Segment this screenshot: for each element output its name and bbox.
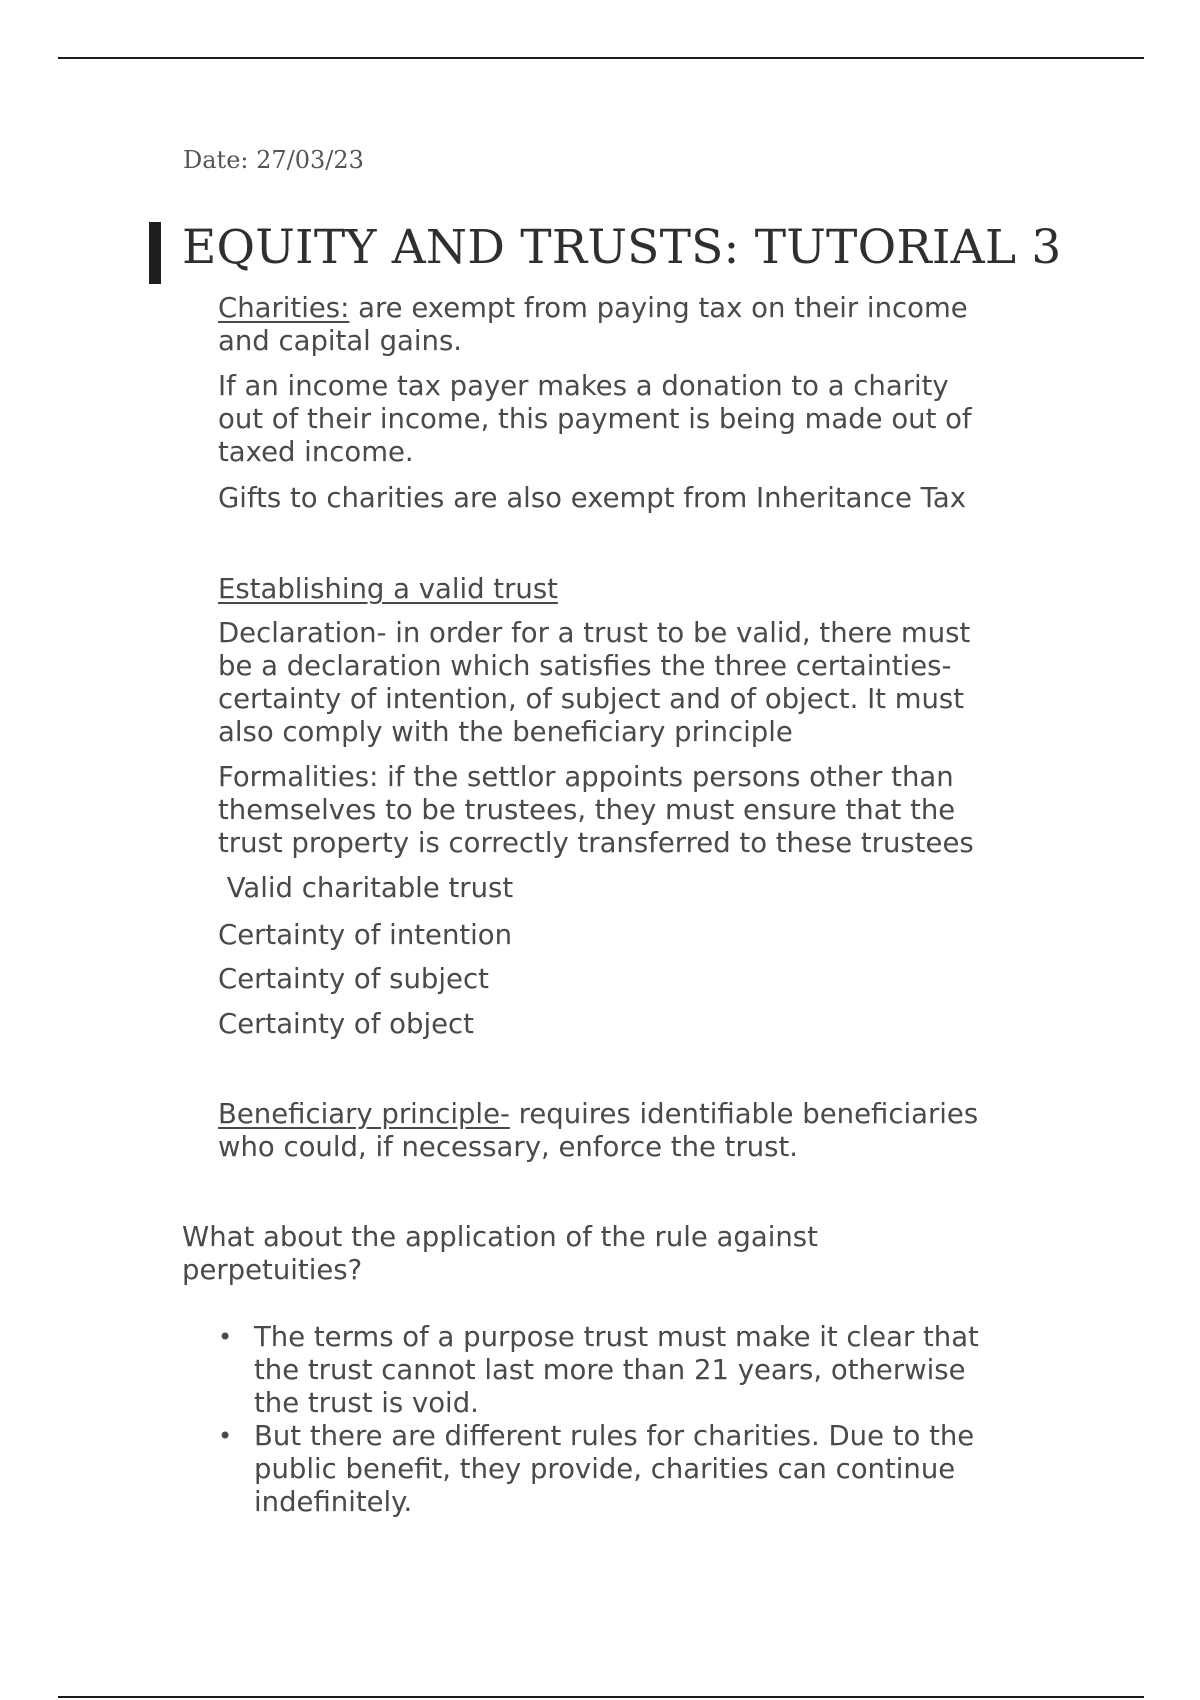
charities-paragraph: [218, 292, 1018, 358]
declaration-line2: be a declaration which satisfies the three certainties-: [218, 650, 952, 682]
beneficiary-paragraph: [218, 1098, 1018, 1164]
income-tax-paragraph: [218, 370, 1018, 469]
bullet-icon: •: [218, 1422, 233, 1450]
certainty-intention: Certainty of intention: [218, 919, 513, 951]
perpetuities-bullet-list: [218, 1321, 979, 1519]
heading-marker-bar: [149, 222, 161, 284]
valid-charitable-trust-block: [218, 872, 1018, 905]
certainty-subject: Certainty of subject: [218, 963, 489, 995]
income-tax-line1: If an income tax payer makes a donation to a charity: [218, 370, 949, 402]
bullet-1-line1: The terms of a purpose trust must make it clear that: [254, 1321, 979, 1353]
bullet-2-line1: But there are different rules for charities. Due to the: [254, 1420, 975, 1452]
perpetuities-question: [182, 1221, 818, 1287]
question-line2: perpetuities?: [182, 1254, 363, 1286]
declaration-line3: certainty of intention, of subject and of object. It must: [218, 683, 965, 715]
formalities-line2: themselves to be trustees, they must ensure that the: [218, 794, 956, 826]
page-title: EQUITY AND TRUSTS: TUTORIAL 3: [182, 220, 1062, 275]
charities-text-line2: and capital gains.: [218, 325, 463, 357]
establishing-heading: Establishing a valid trust: [218, 573, 558, 605]
question-line1: What about the application of the rule against: [182, 1221, 818, 1253]
formalities-paragraph: [218, 761, 1018, 860]
bullet-1-line2: the trust cannot last more than 21 years, otherwise: [254, 1354, 966, 1386]
formalities-line1: Formalities: if the settlor appoints persons other than: [218, 761, 954, 793]
gifts-paragraph: [218, 482, 1018, 515]
charities-label: Charities:: [218, 292, 350, 324]
bullet-icon: •: [218, 1323, 233, 1351]
beneficiary-text-line2: who could, if necessary, enforce the trust.: [218, 1131, 799, 1163]
beneficiary-label: Beneficiary principle-: [218, 1098, 510, 1130]
income-tax-line2: out of their income, this payment is being made out of: [218, 403, 972, 435]
bullet-2-line3: indefinitely.: [254, 1486, 413, 1518]
beneficiary-text: requires identifiable beneficiaries: [509, 1098, 979, 1130]
income-tax-line3: taxed income.: [218, 436, 414, 468]
certainty-subject-block: [218, 963, 1018, 996]
certainty-object-block: [218, 1008, 1018, 1041]
valid-charitable-trust: Valid charitable trust: [218, 872, 514, 904]
bullet-1-line3: the trust is void.: [254, 1387, 479, 1419]
document-date: Date: 27/03/23: [183, 146, 364, 174]
list-item: [218, 1420, 979, 1519]
top-rule: [58, 57, 1144, 59]
certainty-intention-block: [218, 919, 1018, 952]
formalities-line3: trust property is correctly transferred to these trustees: [218, 827, 974, 859]
list-item: [218, 1321, 979, 1420]
charities-text: are exempt from paying tax on their income: [349, 292, 968, 324]
declaration-line1: Declaration- in order for a trust to be valid, there must: [218, 617, 971, 649]
declaration-paragraph: [218, 617, 1018, 749]
bullet-2-line2: public benefit, they provide, charities can continue: [254, 1453, 956, 1485]
gifts-text: Gifts to charities are also exempt from Inheritance Tax: [218, 482, 967, 514]
establishing-heading-block: [218, 573, 1018, 606]
certainty-object: Certainty of object: [218, 1008, 474, 1040]
bottom-rule: [58, 1696, 1144, 1698]
declaration-line4: also comply with the beneficiary principle: [218, 716, 793, 748]
